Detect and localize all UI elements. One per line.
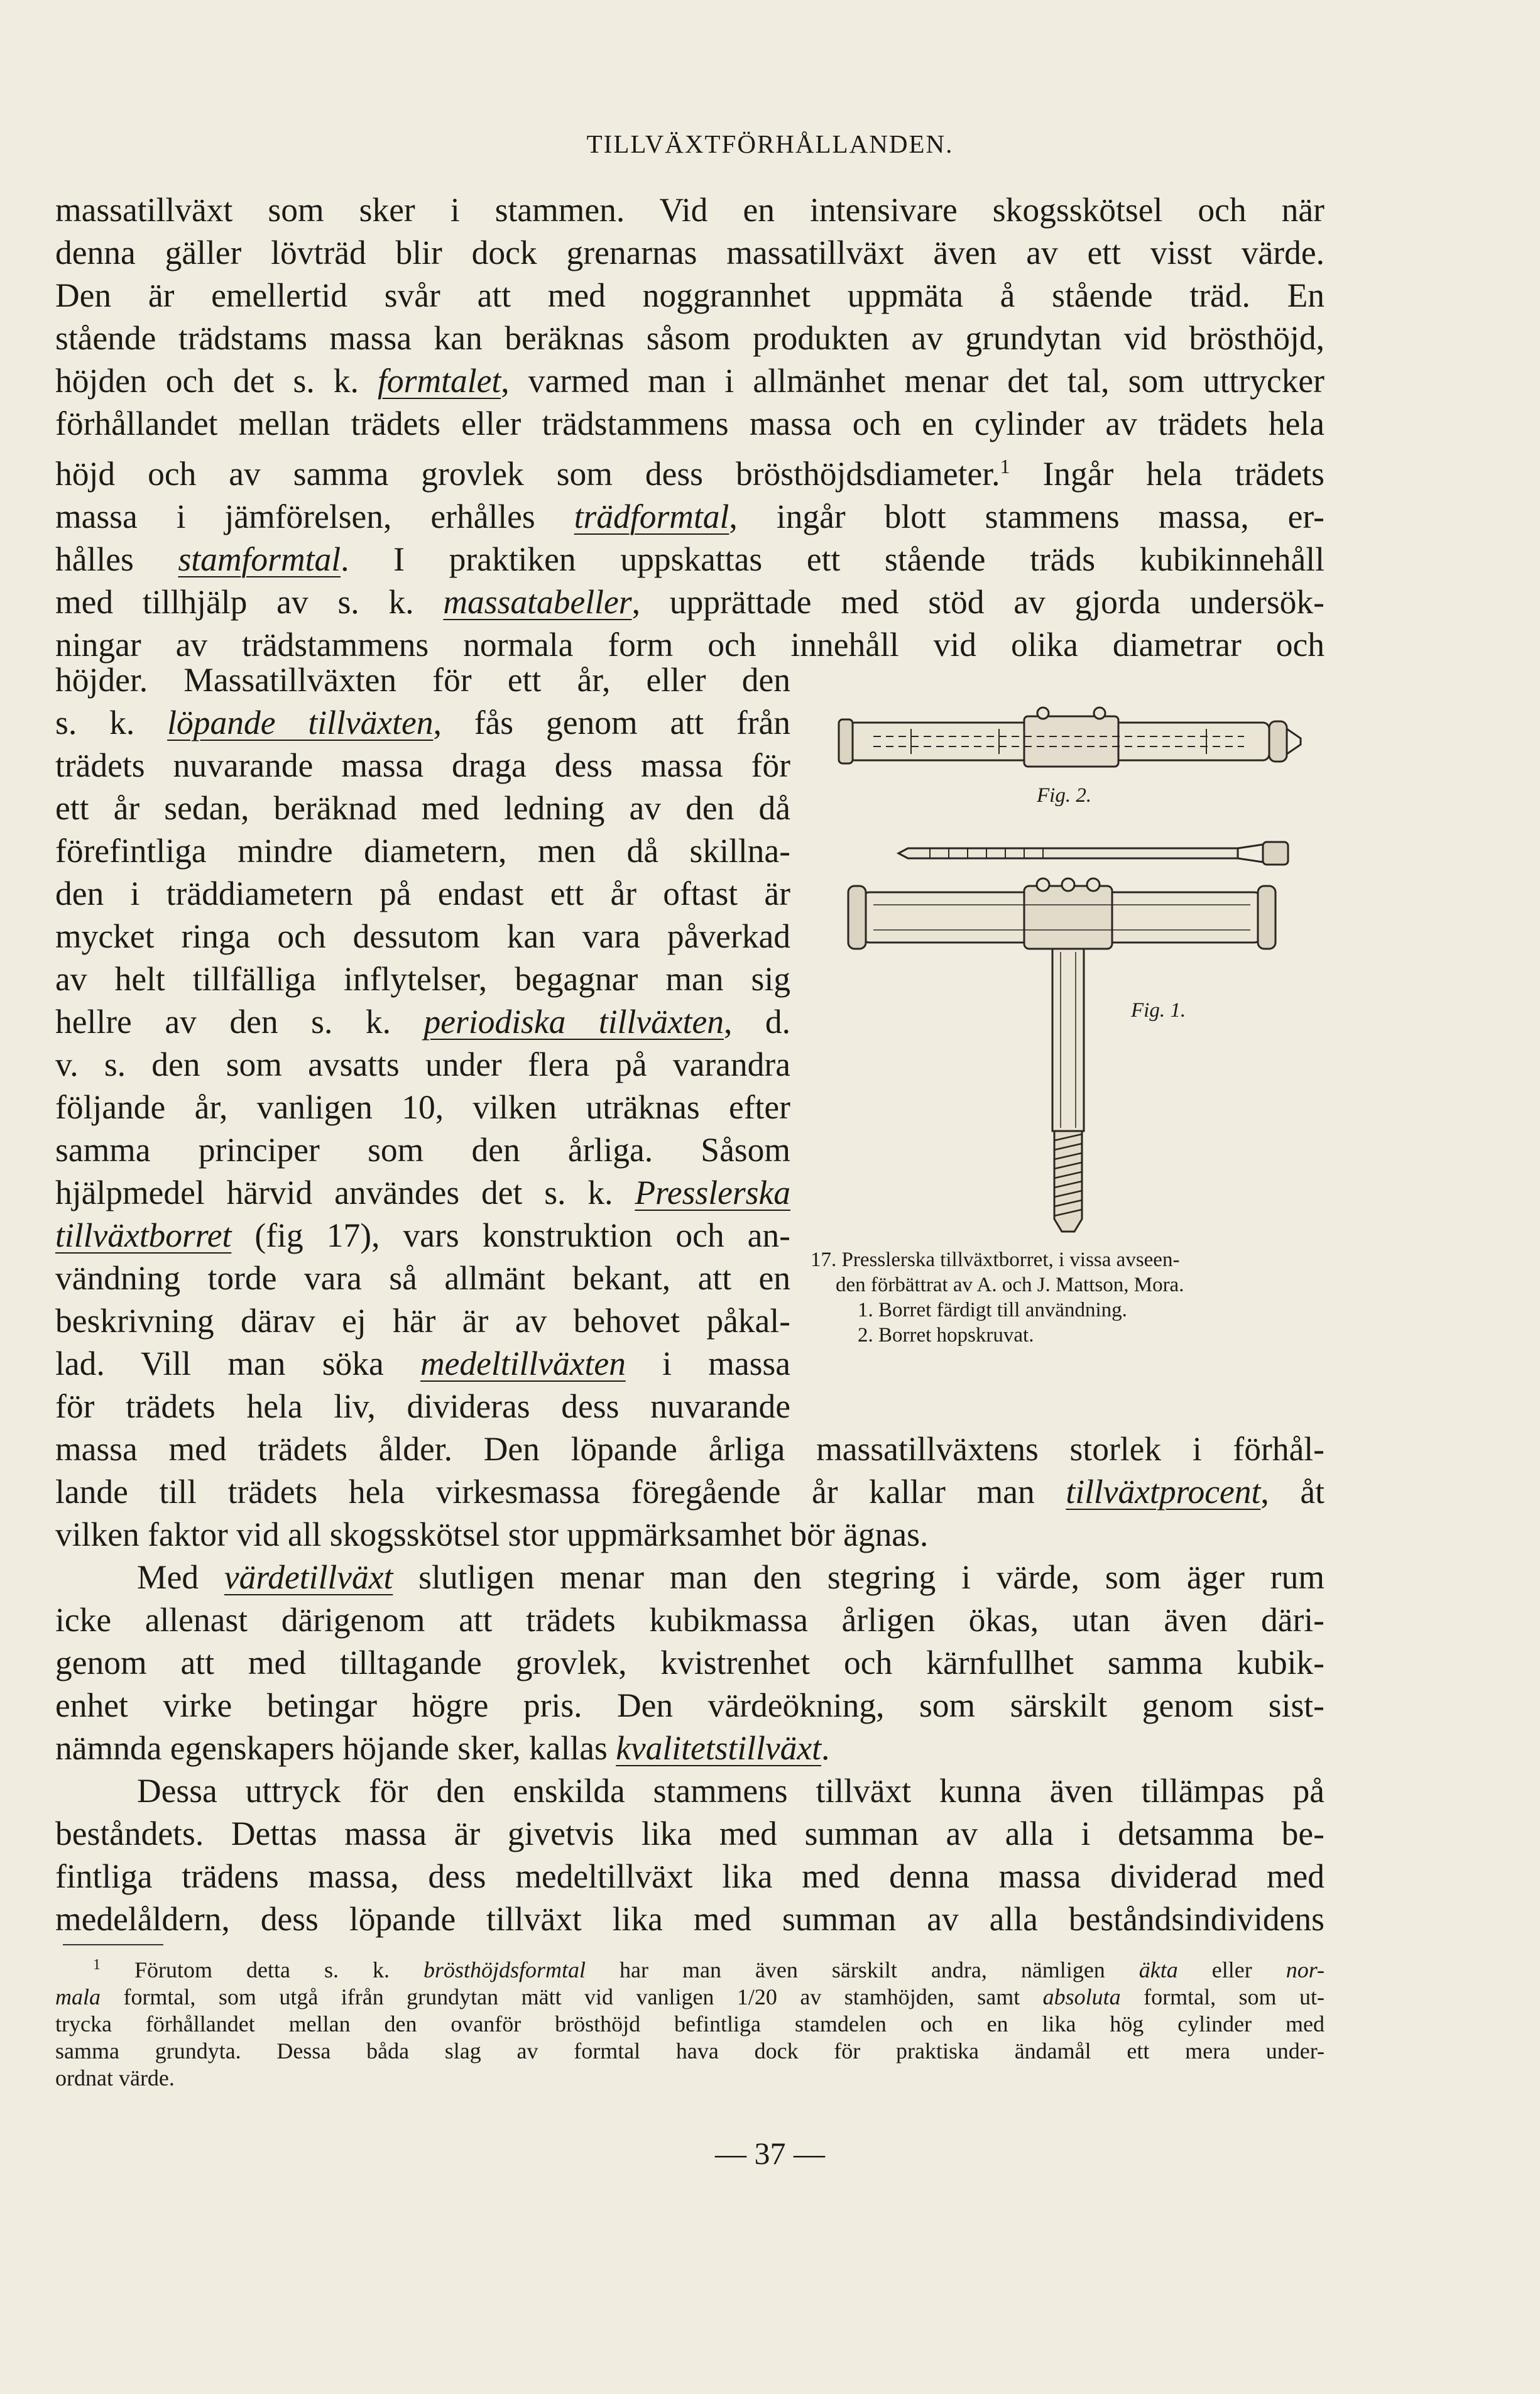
term-presslerska: Presslerska	[635, 1174, 790, 1211]
text-line: tillväxtborret (fig 17), vars konstruktion och an-	[55, 1216, 790, 1254]
term-normala-a: nor-	[1286, 1957, 1325, 1982]
text-line: den i träddiametern på endast ett år oftast är	[55, 875, 790, 912]
text-line: trädets nuvarande massa draga dess massa för	[55, 746, 790, 784]
term-massatabeller: massatabeller	[443, 582, 632, 621]
body-text-top	[55, 189, 1324, 666]
footnote-line: samma grundyta. Dessa båda slag av formtal hava dock för praktiska ändamål ett mera under-	[55, 2038, 1324, 2063]
footnote-line: mala formtal, som utgå ifrån grundytan mätt vid vanligen 1/20 av stamhöjden, samt absoluta formtal, som ut-	[55, 1984, 1324, 2009]
term-absoluta: absoluta	[1042, 1984, 1121, 2009]
text-line: beskrivning därav ej här är av behovet påkal-	[55, 1302, 790, 1340]
text-line: Den är emellertid svår att med noggrannhet uppmäta å stående träd. En	[55, 276, 1324, 314]
text-line: höjder. Massatillväxten för ett år, eller den	[55, 661, 790, 699]
figure-increment-borer	[836, 704, 1326, 1244]
text-line: för trädets hela liv, divideras dess nuvarande	[55, 1387, 790, 1425]
text-line: samma principer som den årliga. Såsom	[55, 1131, 790, 1169]
body-text-bottom	[55, 1428, 1324, 1940]
text-line: denna gäller lövträd blir dock grenarnas massatillväxt även av ett visst värde.	[55, 234, 1324, 271]
text-line: s. k. löpande tillväxten, fås genom att från	[55, 704, 791, 741]
text-line: beståndets. Dettas massa är givetvis lika med summan av alla i detsamma be-	[55, 1815, 1324, 1852]
term-vardetillvaxt: värdetillväxt	[224, 1558, 393, 1596]
footnote-line: ordnat värde.	[55, 2065, 175, 2091]
term-stamformtal: stamformtal	[178, 540, 341, 578]
term-lopande-tillvaxten: löpande tillväxten	[167, 704, 434, 741]
figure-caption	[811, 1247, 1326, 1348]
term-brosthojdsformtal: brösthöjdsformtal	[423, 1957, 586, 1982]
text-line: massa med trädets ålder. Den löpande årliga massatillväxtens storlek i förhål-	[55, 1430, 1324, 1468]
footnote-mark: 1	[93, 1957, 101, 1973]
caption-line: 2. Borret hopskruvat.	[858, 1324, 1034, 1347]
term-kvalitetstillvaxt: kvalitetstillväxt	[616, 1729, 822, 1767]
text-line: höjd och av samma grovlek som dess brösthöjdsdiameter.$^1$ Ingår hela trädets	[55, 454, 1324, 493]
text-line: stående trädstams massa kan beräknas såsom produkten av grundytan vid brösthöjd,	[55, 319, 1324, 357]
text-line: följande år, vanligen 10, vilken uträknas efter	[55, 1088, 790, 1126]
text-line: Med värdetillväxt slutligen menar man den stegring i värde, som äger rum	[137, 1558, 1324, 1596]
footnote-line: $^1$ Förutom detta s. k. brösthöjdsformtal har man även särskilt andra, nämligen äkta eller nor-	[93, 1957, 1325, 1982]
text-line: massa i jämförelsen, erhålles trädformtal, ingår blott stammens massa, er-	[55, 497, 1324, 535]
text-line: massatillväxt som sker i stammen. Vid en intensivare skogsskötsel och när	[55, 191, 1324, 229]
caption-line: den förbättrat av A. och J. Mattson, Mora.	[836, 1274, 1184, 1296]
text-line: förhållandet mellan trädets eller trädstammens massa och en cylinder av trädets hela	[55, 405, 1324, 442]
text-line: Dessa uttryck för den enskilda stammens tillväxt kunna även tillämpas på	[137, 1772, 1324, 1810]
text-line: fintliga trädens massa, dess medeltillväxt lika med denna massa dividerad med	[55, 1857, 1324, 1895]
text-line: medelåldern, dess löpande tillväxt lika med summan av alla beståndsindividens	[55, 1900, 1324, 1938]
text-line: hålles stamformtal. I praktiken uppskattas ett stående träds kubikinnehåll	[55, 540, 1324, 578]
fig-2-label: Fig. 2.	[1037, 784, 1092, 807]
text-line: genom att med tilltagande grovlek, kvistrenhet och kärnfullhet samma kubik-	[55, 1644, 1324, 1681]
text-line: hjälpmedel härvid användes det s. k. Presslerska	[55, 1174, 790, 1211]
text-line: enhet virke betingar högre pris. Den värdeökning, som särskilt genom sist-	[55, 1686, 1324, 1724]
text-line: vändning torde vara så allmänt bekant, att en	[55, 1259, 790, 1297]
caption-line: 1. Borret färdigt till användning.	[858, 1299, 1127, 1321]
footnote	[55, 1952, 1324, 2092]
text-line: v. s. den som avsatts under flera på varandra	[55, 1046, 790, 1083]
text-line: lad. Vill man söka medeltillväxten i massa	[55, 1345, 790, 1382]
footnote-rule	[63, 1944, 163, 1945]
term-periodiska-tillvaxten: periodiska tillväxten	[423, 1003, 724, 1041]
footnote-ref: 1	[1000, 455, 1010, 478]
fig-1-label: Fig. 1.	[1131, 999, 1186, 1022]
text-line: av helt tillfälliga inflytelser, begagnar man sig	[55, 960, 790, 998]
term-tillvaxtborret: tillväxtborret	[55, 1216, 232, 1254]
text-line: höjden och det s. k. formtalet, varmed man i allmänhet menar det tal, som uttrycker	[55, 362, 1324, 400]
text-line: nämnda egenskapers höjande sker, kallas kvalitetstillväxt.	[55, 1729, 830, 1767]
text-line: mycket ringa och dessutom kan vara påverkad	[55, 917, 790, 955]
text-line: lande till trädets hela virkesmassa föregående år kallar man tillväxtprocent, åt	[55, 1473, 1324, 1511]
term-tradformtal: trädformtal	[574, 497, 729, 535]
text-line: vilken faktor vid all skogsskötsel stor uppmärksamhet bör ägnas.	[55, 1516, 929, 1553]
text-line: förefintliga mindre diametern, men då skillna-	[55, 832, 790, 870]
page-number: — 37 —	[715, 2136, 825, 2171]
term-akta: äkta	[1139, 1957, 1178, 1982]
text-line: icke allenast därigenom att trädets kubikmassa årligen ökas, utan även däri-	[55, 1601, 1324, 1639]
body-text-narrow	[55, 659, 790, 1428]
text-line: ningar av trädstammens normala form och innehåll vid olika diametrar och	[55, 625, 1324, 664]
term-formtalet: formtalet	[378, 362, 501, 400]
term-tillvaxtprocent: tillväxtprocent	[1066, 1473, 1261, 1511]
running-head: TILLVÄXTFÖRHÅLLANDEN.	[586, 129, 954, 158]
text-line: hellre av den s. k. periodiska tillväxten, d.	[55, 1003, 790, 1041]
text-line: ett år sedan, beräknad med ledning av den då	[55, 789, 790, 827]
footnote-line: trycka förhållandet mellan den ovanför brösthöjd befintliga stamdelen och en lika hög cylinder med	[55, 2011, 1324, 2036]
fraction: 1/20	[736, 1984, 777, 2009]
caption-line: 17. Presslerska tillväxtborret, i vissa avseen-	[811, 1249, 1180, 1271]
term-normala-b: mala	[55, 1984, 101, 2009]
term-medeltillvaxten: medeltillväxten	[420, 1345, 626, 1382]
text-line: med tillhjälp av s. k. massatabeller, upprättade med stöd av gjorda undersök-	[55, 582, 1324, 621]
